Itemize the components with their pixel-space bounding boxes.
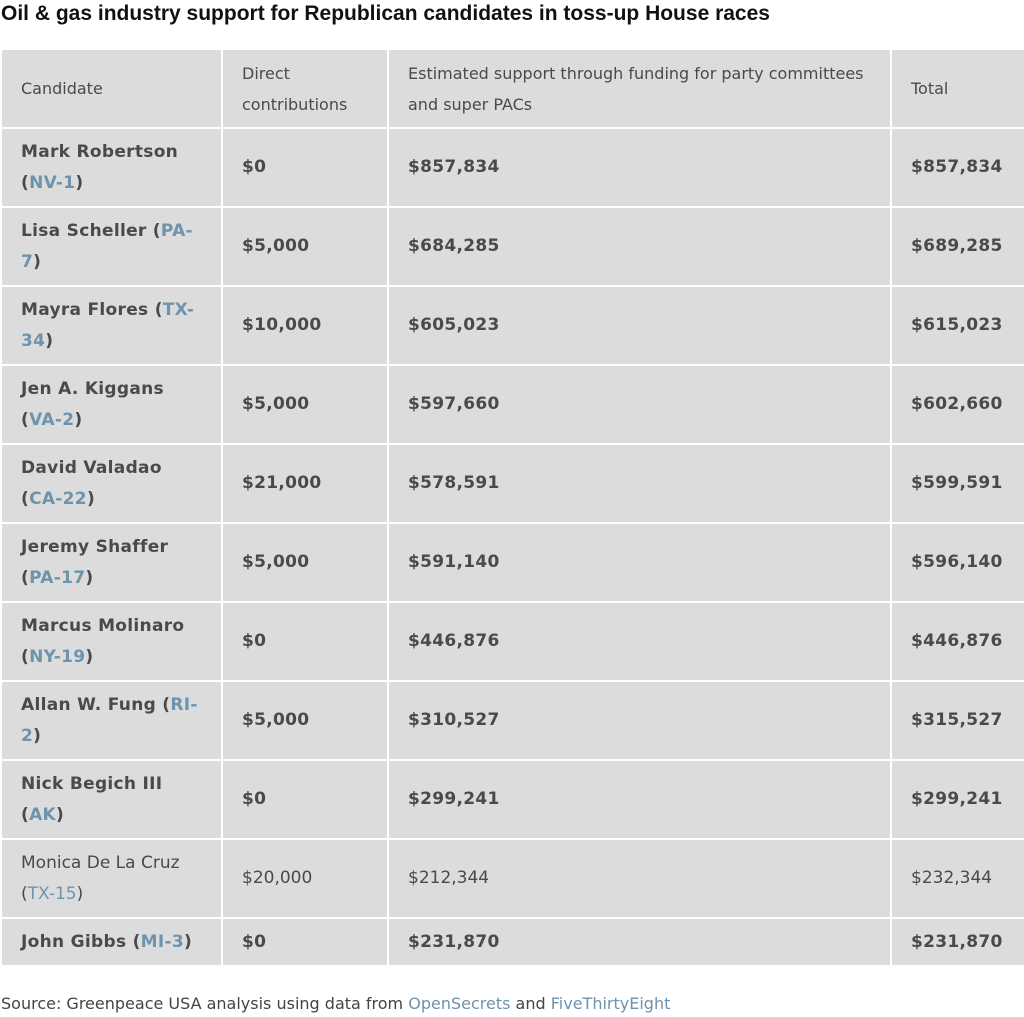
district-link[interactable]: NY-19 — [29, 646, 86, 667]
total-cell: $857,834 — [891, 128, 1024, 207]
candidate-cell: Lisa Scheller (PA-7) — [1, 207, 222, 286]
estimated-cell: $597,660 — [388, 365, 891, 444]
direct-cell: $0 — [222, 128, 388, 207]
direct-cell: $5,000 — [222, 681, 388, 760]
candidate-name: Mayra Flores — [21, 299, 149, 320]
estimated-cell: $212,344 — [388, 839, 891, 918]
table-row — [1, 839, 1024, 918]
direct-cell: $5,000 — [222, 207, 388, 286]
candidate-name: Allan W. Fung — [21, 694, 157, 715]
direct-cell: $10,000 — [222, 286, 388, 365]
table-row — [1, 207, 1024, 286]
table-row — [1, 918, 1024, 966]
candidate-cell: Mayra Flores (TX-34) — [1, 286, 222, 365]
total-cell: $446,876 — [891, 602, 1024, 681]
estimated-cell: $231,870 — [388, 918, 891, 966]
estimated-cell: $446,876 — [388, 602, 891, 681]
total-cell: $599,591 — [891, 444, 1024, 523]
table-row — [1, 681, 1024, 760]
estimated-cell: $310,527 — [388, 681, 891, 760]
table-row — [1, 523, 1024, 602]
table-row — [1, 128, 1024, 207]
estimated-cell: $684,285 — [388, 207, 891, 286]
table-row — [1, 760, 1024, 839]
candidate-cell: John Gibbs (MI-3) — [1, 918, 222, 966]
district-link[interactable]: VA-2 — [29, 409, 75, 430]
candidate-name: Jen A. Kiggans — [21, 378, 164, 399]
candidate-cell: David Valadao (CA-22) — [1, 444, 222, 523]
district-link[interactable]: NV-1 — [29, 172, 76, 193]
district-link[interactable]: TX-15 — [27, 883, 77, 904]
header-candidate: Candidate — [1, 49, 222, 128]
candidate-name: Lisa Scheller — [21, 220, 147, 241]
candidate-cell: Nick Begich III (AK) — [1, 760, 222, 839]
chart-title: Oil & gas industry support for Republican candidates in toss-up House races — [1, 2, 770, 25]
table-row — [1, 365, 1024, 444]
district-link[interactable]: RI-2 — [21, 694, 198, 746]
header-estimated: Estimated support through funding for party committees and super PACs — [388, 49, 891, 128]
direct-cell: $0 — [222, 918, 388, 966]
total-cell: $596,140 — [891, 523, 1024, 602]
direct-cell: $0 — [222, 760, 388, 839]
direct-cell: $5,000 — [222, 523, 388, 602]
candidate-name: Jeremy Shaffer — [21, 536, 169, 557]
candidate-cell: Jen A. Kiggans (VA-2) — [1, 365, 222, 444]
total-cell: $615,023 — [891, 286, 1024, 365]
source-note — [1, 994, 670, 1013]
district-link[interactable]: CA-22 — [29, 488, 87, 509]
total-cell: $231,870 — [891, 918, 1024, 966]
candidate-name: Nick Begich III — [21, 773, 163, 794]
table-row — [1, 602, 1024, 681]
candidate-name: Marcus Molinaro — [21, 615, 185, 636]
estimated-cell: $578,591 — [388, 444, 891, 523]
header-row — [1, 49, 1024, 128]
support-table — [0, 48, 1024, 967]
total-cell: $232,344 — [891, 839, 1024, 918]
direct-cell: $20,000 — [222, 839, 388, 918]
candidate-cell: Monica De La Cruz (TX-15) — [1, 839, 222, 918]
estimated-cell: $591,140 — [388, 523, 891, 602]
district-link[interactable]: TX-34 — [21, 299, 195, 351]
district-link[interactable]: PA-17 — [29, 567, 86, 588]
direct-cell: $21,000 — [222, 444, 388, 523]
total-cell: $602,660 — [891, 365, 1024, 444]
total-cell: $299,241 — [891, 760, 1024, 839]
candidate-cell: Marcus Molinaro (NY-19) — [1, 602, 222, 681]
candidate-cell: Allan W. Fung (RI-2) — [1, 681, 222, 760]
candidate-name: Mark Robertson — [21, 141, 179, 162]
source-joiner: and — [515, 994, 546, 1013]
header-direct: Direct contributions — [222, 49, 388, 128]
candidate-name: John Gibbs — [21, 931, 127, 952]
total-cell: $689,285 — [891, 207, 1024, 286]
header-total: Total — [891, 49, 1024, 128]
estimated-cell: $299,241 — [388, 760, 891, 839]
candidate-cell: Jeremy Shaffer (PA-17) — [1, 523, 222, 602]
direct-cell: $0 — [222, 602, 388, 681]
fivethirtyeight-link[interactable]: FiveThirtyEight — [550, 994, 671, 1013]
direct-cell: $5,000 — [222, 365, 388, 444]
estimated-cell: $605,023 — [388, 286, 891, 365]
source-prefix: Source: Greenpeace USA analysis using data from — [1, 994, 404, 1013]
table-row — [1, 286, 1024, 365]
candidate-name: David Valadao — [21, 457, 162, 478]
district-link[interactable]: AK — [29, 804, 57, 825]
opensecrets-link[interactable]: OpenSecrets — [408, 994, 511, 1013]
estimated-cell: $857,834 — [388, 128, 891, 207]
candidate-name: Monica De La Cruz — [21, 852, 180, 873]
total-cell: $315,527 — [891, 681, 1024, 760]
district-link[interactable]: PA-7 — [21, 220, 193, 272]
district-link[interactable]: MI-3 — [140, 931, 184, 952]
candidate-cell: Mark Robertson (NV-1) — [1, 128, 222, 207]
table-row — [1, 444, 1024, 523]
